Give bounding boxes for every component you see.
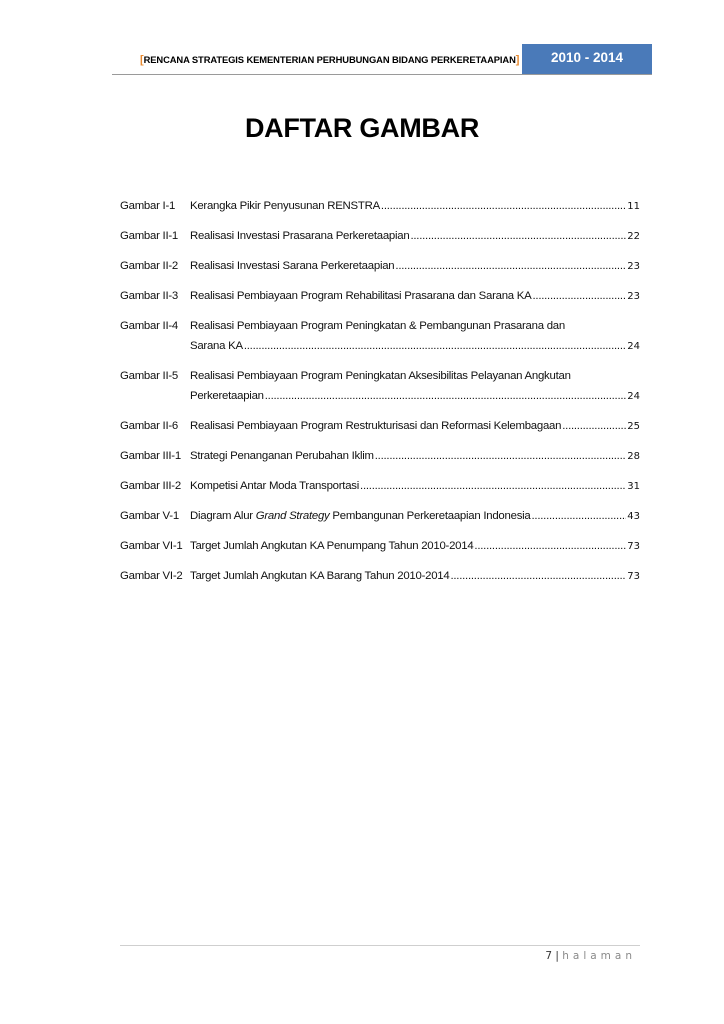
leader-dots: [265, 386, 627, 406]
figure-title: Strategi Penanganan Perubahan Iklim: [190, 450, 374, 462]
figure-code: Gambar II-2: [120, 260, 179, 272]
figure-title: Realisasi Investasi Sarana Perkeretaapian: [190, 260, 395, 272]
page-ref: 24: [627, 341, 640, 352]
leader-dots: [375, 446, 627, 466]
toc-entry[interactable]: [120, 506, 640, 526]
header-divider: [112, 74, 652, 75]
figure-code: Gambar III-2: [120, 480, 181, 492]
toc-entry[interactable]: [120, 566, 640, 586]
toc-entry[interactable]: [120, 286, 640, 306]
figure-code: Gambar II-1: [120, 230, 179, 242]
figure-code: Gambar II-6: [120, 420, 179, 432]
figure-title: Perkeretaapian: [190, 390, 264, 402]
footer-divider: [120, 945, 640, 946]
figure-code: Gambar II-4: [120, 320, 179, 332]
page-ref: 24: [627, 391, 640, 402]
toc-entry[interactable]: [120, 536, 640, 556]
toc-entry[interactable]: [120, 476, 640, 496]
figure-title: Target Jumlah Angkutan KA Barang Tahun 2010-2014: [190, 570, 450, 582]
figure-code: Gambar III-1: [120, 450, 181, 462]
page-ref: 31: [627, 481, 640, 492]
figure-title: Realisasi Pembiayaan Program Rehabilitasi Prasarana dan Sarana KA: [190, 290, 532, 302]
leader-dots: [474, 536, 626, 556]
figure-code: Gambar I-1: [120, 200, 176, 212]
figure-list: [120, 196, 640, 586]
header-bracket-left: [: [140, 54, 144, 66]
page-ref: 22: [627, 231, 640, 242]
leader-dots: [410, 226, 626, 246]
page-ref: 73: [627, 571, 640, 582]
figure-title: Realisasi Pembiayaan Program Peningkatan & Pembangunan Prasarana dan: [190, 320, 565, 332]
leader-dots: [562, 416, 626, 436]
toc-entry[interactable]: [120, 196, 640, 216]
page-title: DAFTAR GAMBAR: [244, 113, 480, 143]
page-number: 7: [545, 950, 552, 962]
toc-entry[interactable]: [120, 316, 640, 356]
leader-dots: [532, 506, 627, 526]
toc-entry[interactable]: [120, 446, 640, 466]
toc-entry[interactable]: [120, 416, 640, 436]
figure-code: Gambar VI-1: [120, 540, 183, 552]
page-ref: 23: [627, 291, 640, 302]
figure-title: Diagram Alur Grand Strategy Pembangunan Perkeretaapian Indonesia: [190, 510, 531, 522]
figure-title: Realisasi Pembiayaan Program Peningkatan Aksesibilitas Pelayanan Angkutan: [190, 370, 571, 382]
figure-title: Realisasi Investasi Prasarana Perkeretaapian: [190, 230, 410, 242]
toc-entry[interactable]: [120, 256, 640, 276]
leader-dots: [450, 566, 626, 586]
figure-code: Gambar VI-2: [120, 570, 183, 582]
page-ref: 25: [627, 421, 640, 432]
footer-separator: |: [555, 950, 559, 962]
toc-entry[interactable]: [120, 366, 640, 406]
leader-dots: [395, 256, 626, 276]
figure-title: Kompetisi Antar Moda Transportasi: [190, 480, 360, 492]
figure-title: Sarana KA: [190, 340, 243, 352]
header-year-badge: 2010 - 2014: [522, 44, 652, 74]
header-bracket-right: ]: [515, 54, 520, 66]
page-ref: 23: [627, 261, 640, 272]
page-ref: 11: [627, 201, 640, 212]
figure-title: Kerangka Pikir Penyusunan RENSTRA: [190, 200, 380, 212]
page-ref: 43: [627, 511, 640, 522]
leader-dots: [532, 286, 626, 306]
toc-entry[interactable]: [120, 226, 640, 246]
page-ref: 28: [627, 451, 640, 462]
header-title: [140, 54, 519, 66]
page-footer: [545, 950, 636, 962]
leader-dots: [381, 196, 626, 216]
header-title-text: RENCANA STRATEGIS KEMENTERIAN PERHUBUNGAN BIDANG PERKERETAAPIAN: [143, 54, 516, 65]
figure-title: Realisasi Pembiayaan Program Restrukturisasi dan Reformasi Kelembagaan: [190, 420, 562, 432]
leader-dots: [360, 476, 626, 496]
footer-label: halaman: [562, 950, 636, 962]
page-ref: 73: [627, 541, 640, 552]
figure-code: Gambar II-5: [120, 370, 179, 382]
figure-code: Gambar V-1: [120, 510, 179, 522]
figure-title: Target Jumlah Angkutan KA Penumpang Tahun 2010-2014: [190, 540, 474, 552]
running-header: [112, 44, 652, 74]
leader-dots: [244, 336, 626, 356]
figure-code: Gambar II-3: [120, 290, 179, 302]
